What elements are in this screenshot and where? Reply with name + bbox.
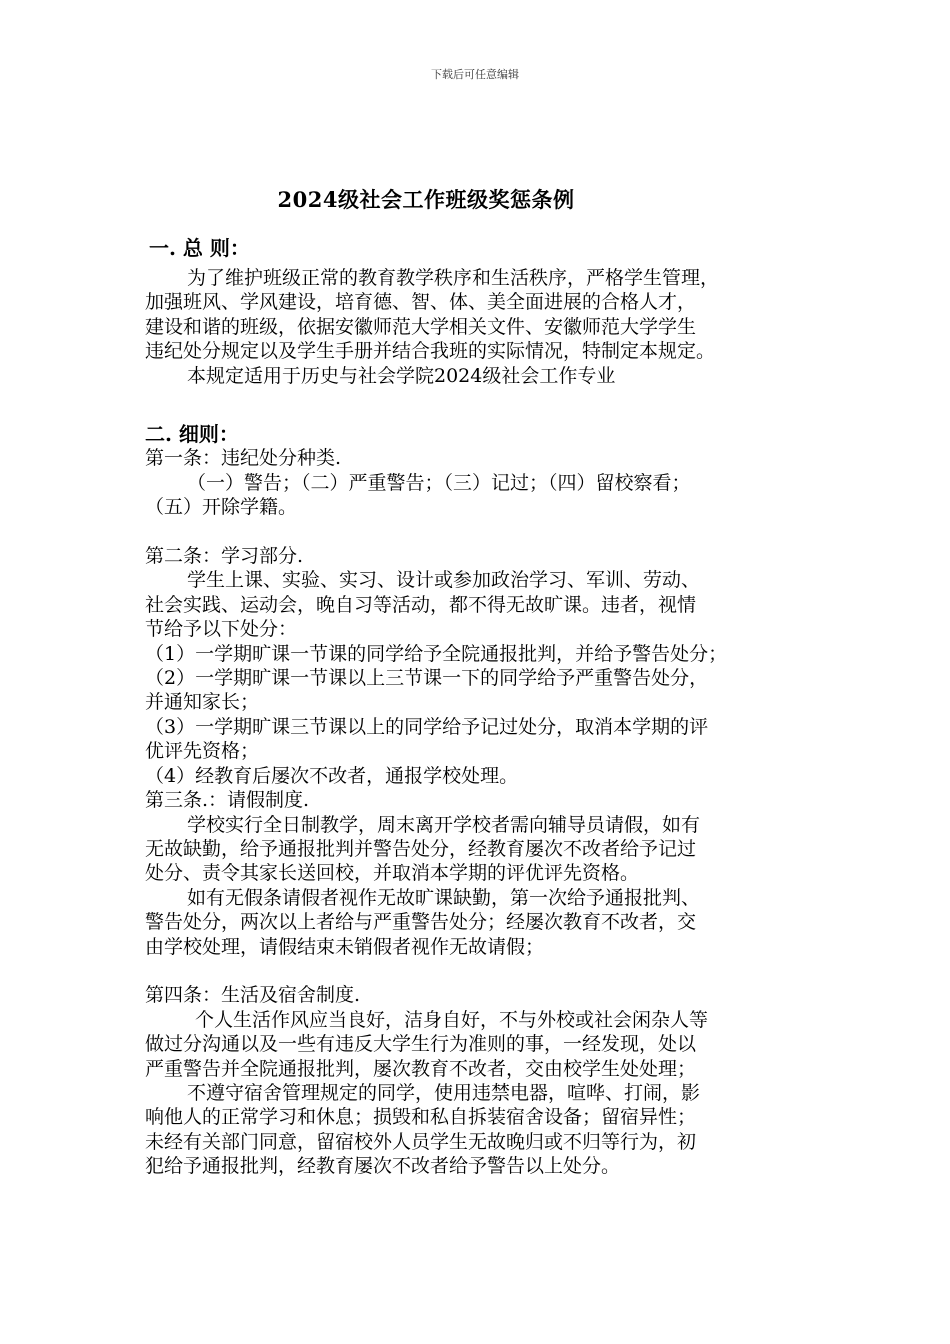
paragraph-line: （3）一学期旷课三节课以上的同学给予记过处分，取消本学期的评 [145,715,709,738]
paragraph-line: 个人生活作风应当良好，洁身自好，不与外校或社会闲杂人等 [195,1008,709,1031]
article-2-title: 第二条：学习部分. [145,545,304,568]
spacer [145,959,825,983]
document-title: 2024级社会工作班级奖惩条例 [277,187,575,212]
section-general-heading: 一. 总 则： [149,236,250,260]
paragraph-line: 警告处分，两次以上者给与严重警告处分；经屡次教育不改者，交 [145,911,697,934]
paragraph-line: 由学校处理，请假结束未销假者视作无故请假； [145,935,545,958]
article-3-title: 第三条.：请假制度. [145,789,310,812]
paragraph-line: （1）一学期旷课一节课的同学给予全院通报批判，并给予警告处分； [145,642,728,665]
spacer [145,388,825,422]
paragraph-line: （2）一学期旷课一节课以上三节课一下的同学给予严重警告处分， [145,667,709,690]
paragraph-line: 优评先资格； [145,740,260,763]
paragraph-line: 做过分沟通以及一些有违反大学生行为准则的事，一经发现，处以 [145,1033,697,1056]
section-details-heading: 二. 细则： [145,422,239,447]
paragraph-line: 为了维护班级正常的教育教学秩序和生活秩序，严格学生管理， [187,267,720,289]
page-header-note: 下载后可任意编辑 [431,68,519,81]
paragraph-line: 未经有关部门同意，留宿校外人员学生无故晚归或不归等行为，初 [145,1130,697,1153]
paragraph-line: （五）开除学籍。 [145,496,298,519]
paragraph-line: 并通知家长； [145,691,260,714]
paragraph-line: （4）经教育后屡次不改者，通报学校处理。 [145,764,519,787]
paragraph-line: 建设和谐的班级，依据安徽师范大学相关文件、安徽师范大学学生 [145,315,697,338]
paragraph-line: 加强班风、学风建设，培育德、智、体、美全面进展的合格人才， [145,291,697,314]
paragraph-line: 如有无假条请假者视作无故旷课缺勤，第一次给予通报批判、 [187,886,701,909]
spacer [145,520,825,544]
paragraph-line: 无故缺勤，给予通报批判并警告处分，经教育屡次不改者给予记过 [145,837,697,860]
paragraph-line: 响他人的正常学习和休息；损毁和私自拆装宿舍设备；留宿异性； [145,1106,697,1129]
paragraph-line: 节给予以下处分： [145,618,298,641]
article-4-title: 第四条：生活及宿舍制度. [145,984,361,1007]
paragraph-line: （一）警告；（二）严重警告；（三）记过；（四）留校察看； [187,471,691,494]
document-body [145,230,825,1179]
paragraph-line: 严重警告并全院通报批判，屡次教育不改者，交由校学生处处理； [145,1057,697,1080]
paragraph-line: 本规定适用于历史与社会学院2024级社会工作专业 [187,364,616,387]
paragraph-line: 处分、责令其家长送回校，并取消本学期的评优评先资格。 [145,862,640,885]
paragraph-line: 社会实践、运动会，晚自习等活动，都不得无故旷课。违者，视情 [145,593,697,616]
paragraph-line: 犯给予通报批判，经教育屡次不改者给予警告以上处分。 [145,1155,621,1178]
paragraph-line: 不遵守宿舍管理规定的同学，使用违禁电器，喧哗、打闹，影 [187,1081,701,1104]
paragraph-line: 学生上课、实验、实习、设计或参加政治学习、军训、劳动、 [187,569,701,592]
paragraph-line: 学校实行全日制教学，周末离开学校者需向辅导员请假，如有 [187,813,701,836]
paragraph-line: 违纪处分规定以及学生手册并结合我班的实际情况，特制定本规定。 [145,340,716,363]
article-1-title: 第一条：违纪处分种类. [145,447,342,470]
